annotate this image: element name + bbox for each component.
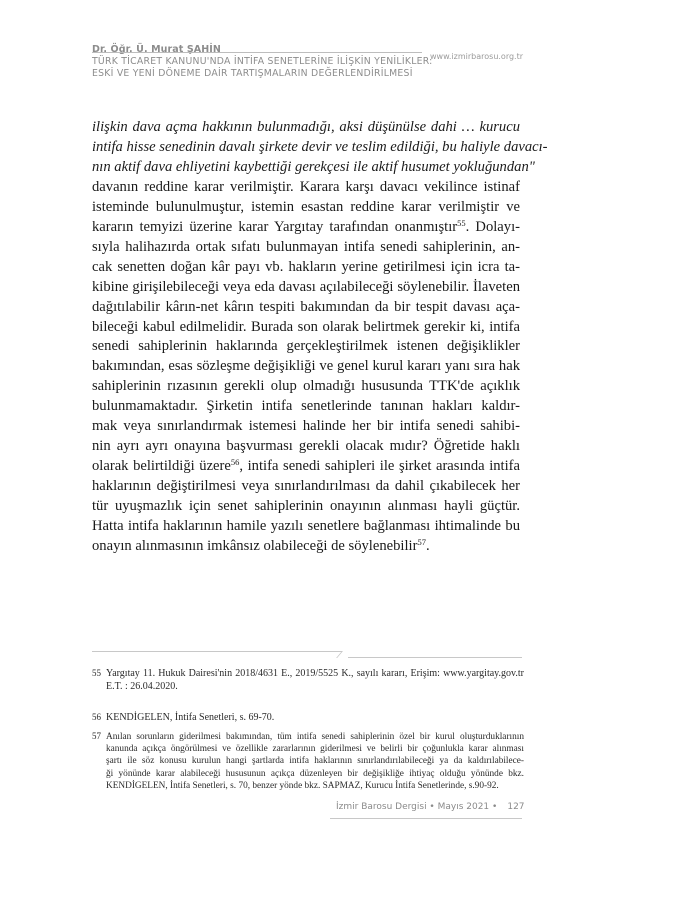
- page-number: 127: [507, 802, 525, 812]
- body-line: davanın reddine karar verilmiştir. Karara karşı davacı vekilince istinaf: [92, 178, 520, 195]
- header-url: www.izmirbarosu.org.tr: [430, 52, 524, 61]
- footnote-line: E.T. : 26.04.2020.: [106, 680, 178, 692]
- body-line: bulunmamaktadır. Şirketin intifa senetlerinde tanınan hakları kaldır-: [92, 398, 520, 415]
- body-line: kibine girişilebileceği veya eda davası açılabileceği söylenebilir. İlaveten: [92, 278, 520, 295]
- footnote-line: KENDİGELEN, İntifa Senetleri, s. 69-70.: [106, 712, 275, 723]
- body-line: mak veya sınırlandırmak istemesi halinde her bir intifa senedi sahibi-: [92, 418, 520, 435]
- body-line: sahiplerinin rızasının gerekli olup olmadığı hususunda TTK'de açıklık: [92, 378, 520, 395]
- footnote-56: [92, 712, 524, 725]
- body-line: intifa hisse senedinin davalı şirkete devir ve teslim edildiği, bu haliyle davacı-: [92, 138, 548, 155]
- body-line: dağıtılabilir kârın-net kârın tespiti bakımından da bir tespit davası aça-: [92, 298, 520, 315]
- footnote-line: kanunda açıkça öngörülmesi ve özellikle zararlarının giderilmesi ve belirli bir çoğunlukla karar alınması: [106, 744, 524, 755]
- body-line: senedi sahiplerinin haklarında gerçekleştirilmek istenen değişiklikler: [92, 338, 520, 355]
- body-line: kararın temyizi üzerine karar Yargıtay tarafından onanmıştır$^{55}$. Dolayı-: [92, 217, 520, 235]
- body-line: bakımından, esas sözleşme değişikliği ve genel kurul kararı yanı sıra hak: [92, 358, 520, 375]
- footnote-line: ği yönünde karar alabileceği hususunun açıkça düzenleyen bir değişikliğe ihtiyaç olduğu yönünde bkz.: [106, 768, 524, 779]
- body-line: olarak belirtildiği üzere$^{56}$, intifa senedi sahipleri ile şirket arasında intifa: [92, 457, 520, 475]
- body-line: nın aktif dava ehliyetini kaybettiği gerekçesi ile aktif husumet yokluğundan": [92, 158, 535, 175]
- body-line: bileceği kabul edilmelidir. Burada son olarak belirtmek gerekir ki, intifa: [92, 318, 520, 335]
- page-footer: [336, 802, 525, 812]
- footnote-number: 57: [92, 731, 101, 741]
- body-line: sıyla halihazırda ortak sıfatı bulunmayan intifa senedi sahiplerinin, an-: [92, 238, 520, 255]
- body-line: haklarının değiştirilmesi veya sınırlandırılması da dahil çıkabilecek her: [92, 478, 520, 495]
- body-line: Hatta intifa haklarının hamile yazılı senetlere bağlanması ihtimalinde bu: [92, 518, 520, 535]
- header-author: Dr. Öğr. Ü. Murat ŞAHİN: [92, 44, 221, 55]
- body-line: nin ayrı ayrı onayına başvurması gerekli olacak mıdır? Öğretide haklı: [92, 438, 520, 455]
- header-rule: [92, 52, 422, 53]
- body-line: isteminde bulunulmuştur, istemin esastan reddine karar verilmiştir ve: [92, 198, 520, 215]
- header-article-title: [92, 56, 433, 80]
- body-line: tür uyuşmazlık için senet sahiplerinin onayının alınması hayli güçtür.: [92, 498, 520, 515]
- body-text: [92, 118, 548, 557]
- footnote-line: KENDİGELEN, İntifa Senetleri, s. 70, benzer yönde bkz. SAPMAZ, Kurucu İntifa Senetlerinde, s.90-92.: [106, 780, 499, 791]
- body-line: ilişkin dava açma hakkının bulunmadığı, aksi düşünülse dahi … kurucu: [92, 119, 520, 135]
- footnote-57: [92, 731, 524, 792]
- footer-rule: [330, 818, 522, 819]
- footnote-line: Anılan sorunların giderilmesi bakımından, tüm intifa senedi sahiplerinin özel bir kurul oluşturduklarının: [106, 732, 524, 742]
- footnote-ref-55[interactable]: 55: [457, 217, 466, 228]
- footnote-ref-56[interactable]: 56: [230, 457, 240, 468]
- footnote-line: şartı ile söz konusu kurulun hangi şartlarda intifa haklarının sınırlandırılabileceği ya da kaldırılabilece-: [106, 756, 524, 767]
- footnote-55: [92, 668, 524, 694]
- body-line: cak senetten doğan kâr payı vb. hakların yerine getirilmesi için icra ta-: [92, 258, 520, 275]
- footnote-separator: [92, 651, 522, 659]
- footnote-number: 56: [92, 712, 101, 722]
- body-line: onayın alınmasının imkânsız olabileceği de söylenebilir$^{57}$.: [92, 537, 430, 555]
- footnote-line: Yargıtay 11. Hukuk Dairesi'nin 2018/4631 E., 2019/5525 K., sayılı kararı, Erişim: www.yargitay.gov.tr: [106, 668, 524, 679]
- footer-journal: İzmir Barosu Dergisi • Mayıs 2021 •: [336, 802, 498, 812]
- footnote-ref-57[interactable]: 57: [417, 537, 426, 548]
- header-title-line: ESKİ VE YENİ DÖNEME DAİR TARTIŞMALARIN DEĞERLENDİRİLMESİ: [92, 68, 413, 80]
- footnote-number: 55: [92, 668, 101, 678]
- header-title-line: TÜRK TİCARET KANUNU'NDA İNTİFA SENETLERİNE İLİŞKİN YENİLİKLER:: [92, 56, 433, 67]
